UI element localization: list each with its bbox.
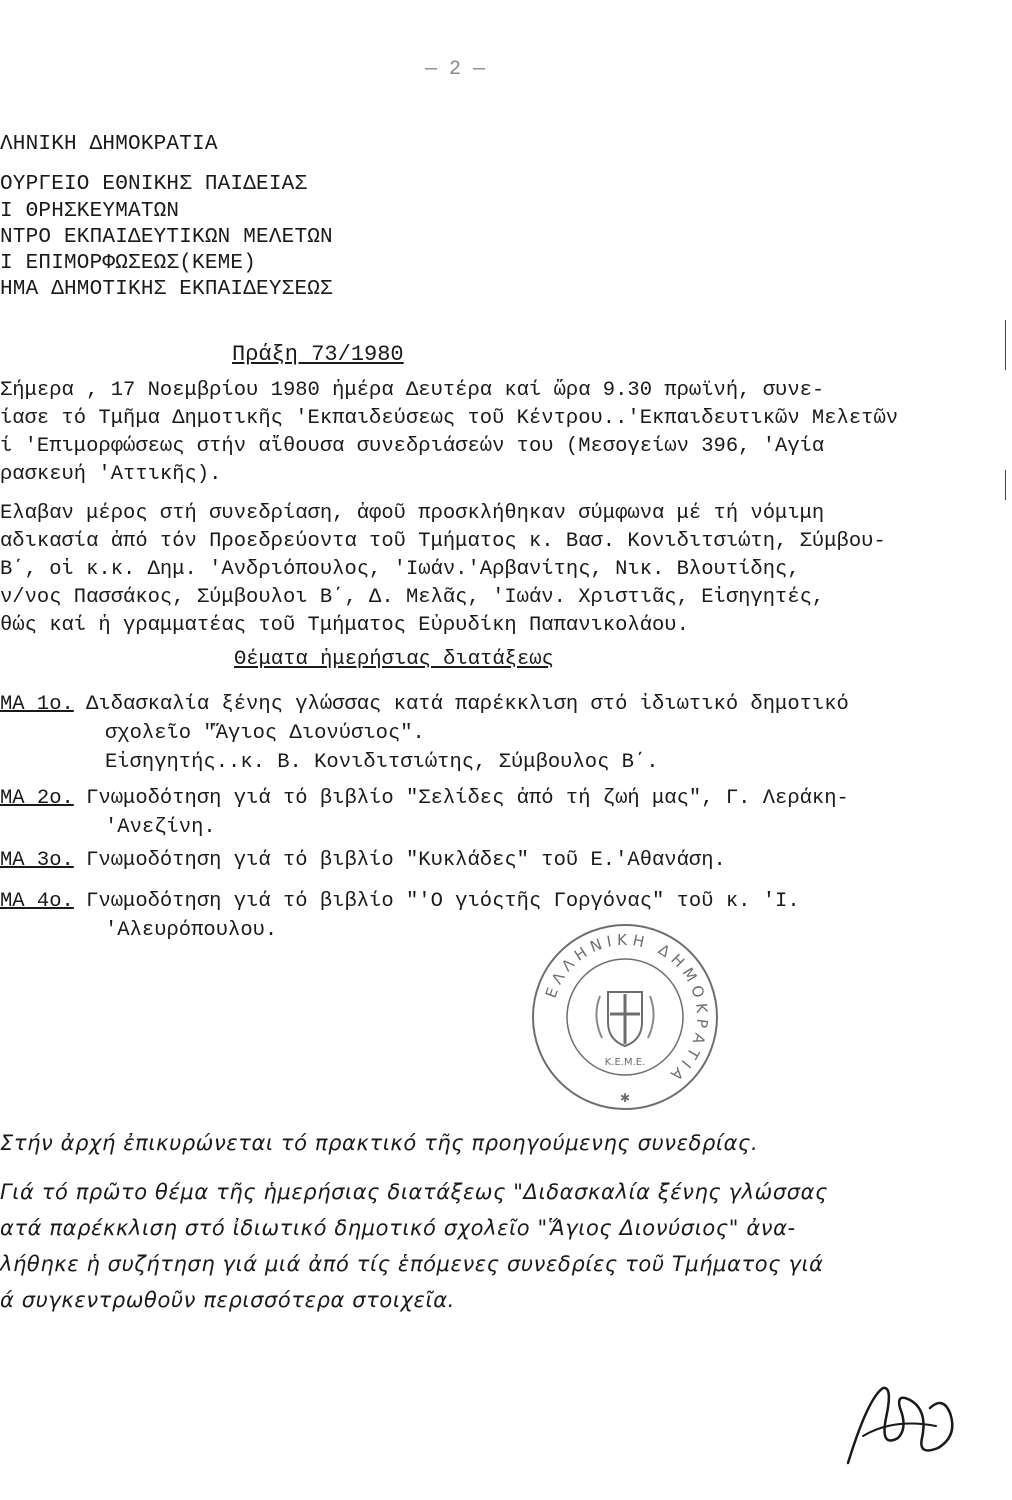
paragraph-line: ίασε τό Τμῆμα Δημοτικῆς 'Εκπαιδεύσεως τοῦ Κέντρου..'Εκπαιδευτικῶν Μελετῶν [0, 407, 899, 430]
paragraph-line: ν/νος Πασσάκος, Σύμβουλοι Β΄, Δ. Μελᾶς, 'Ιωάν. Χριστιᾶς, Εἰσηγητές, [0, 586, 825, 609]
paragraph-line: Ἔλαβαν μέρος στή συνεδρίαση, ἀφοῦ προσκλήθηκαν σύμφωνα μέ τή νόμιμη [0, 502, 825, 525]
agenda-item-1 [0, 690, 849, 777]
agenda-item-label: ΜΑ 2ο. [0, 787, 74, 810]
paragraph-line: θώς καί ἡ γραμματέας τοῦ Τμήματος Εὐρυδίκη Παπανικολάου. [0, 614, 689, 637]
paragraph-line: ί 'Επιμορφώσεως στήν αἴθουσα συνεδριάσεών του (Μεσογείων 396, 'Αγία [0, 435, 825, 458]
agenda-item-label: ΜΑ 4ο. [0, 890, 74, 913]
stamp-ring-text: ΕΛΛΗΝΙΚΗ ΔΗΜΟΚΡΑΤΙΑ [541, 930, 712, 1088]
agenda-item-label: ΜΑ 3ο. [0, 849, 74, 872]
agenda-item-2 [0, 784, 849, 842]
handwritten-line: ατά παρέκκλιση στό ἰδιωτικό δημοτικό σχολεῖο "Ἅγιος Διονύσιος" ἀνα- [0, 1216, 796, 1240]
letterhead-line-2: ΟΥΡΓΕΙΟ ΕΘΝΙΚΗΣ ΠΑΙΔΕΙΑΣ [0, 173, 308, 196]
agenda-item-3 [0, 846, 726, 875]
paragraph-line: αδικασία ἀπό τόν Προεδρεύοντα τοῦ Τμήματος κ. Βασ. Κονιδιτσιώτη, Σύμβου- [0, 530, 886, 553]
agenda-item-text: Γνωμοδότηση γιά τό βιβλίο "Σελίδες ἀπό τή ζωή μας", Γ. Λεράκη- [73, 787, 849, 810]
margin-mark [1005, 320, 1006, 370]
letterhead-line-3: Ι ΘΡΗΣΚΕΥΜΑΤΩΝ [0, 200, 180, 223]
letterhead-line-6: ΗΜΑ ΔΗΜΟΤΙΚΗΣ ΕΚΠΑΙΔΕΥΣΕΩΣ [0, 278, 333, 301]
paragraph-line: Β΄, οἱ κ.κ. Δημ. 'Ανδριόπουλος, 'Ιωάν.'Αρβανίτης, Νικ. Βλουτίδης, [0, 558, 800, 581]
handwritten-line: Γιά τό πρῶτο θέμα τῆς ἡμερήσιας διατάξεως "Διδασκαλία ξένης γλώσσας [0, 1180, 829, 1204]
paragraph-line: Σήμερα , 17 Νοεμβρίου 1980 ἡμέρα Δευτέρα καί ὥρα 9.30 πρωϊνή, συνε- [0, 379, 825, 402]
letterhead-line-5: Ι ΕΠΙΜΟΡΦΩΣΕΩΣ(ΚΕΜΕ) [0, 252, 257, 275]
agenda-item-text: Εἰσηγητής..κ. Β. Κονιδιτσιώτης, Σύμβουλος Β΄. [105, 751, 659, 774]
margin-mark [1005, 470, 1006, 500]
paragraph-line: ρασκευή 'Αττικῆς). [0, 463, 222, 486]
agenda-item-label: ΜΑ 1ο. [0, 693, 74, 716]
agenda-item-text: Διδασκαλία ξένης γλώσσας κατά παρέκκλιση στό ἰδιωτικό δημοτικό [73, 693, 849, 716]
handwritten-line: ά συγκεντρωθοῦν περισσότερα στοιχεῖα. [0, 1288, 455, 1312]
star-icon: ✱ [619, 1091, 631, 1105]
document-title: Πράξη 73/1980 [232, 342, 404, 367]
agenda-item-text: 'Ανεζίνη. [105, 816, 216, 839]
official-stamp [530, 922, 720, 1112]
page-number: — 2 — [425, 58, 486, 81]
agenda-item-text: Γνωμοδότηση γιά τό βιβλίο "Κυκλάδες" τοῦ Ε.'Αθανάση. [73, 849, 726, 872]
letterhead-line-4: ΝΤΡΟ ΕΚΠΑΙΔΕΥΤΙΚΩΝ ΜΕΛΕΤΩΝ [0, 226, 333, 249]
agenda-title: Θέματα ἡμερήσιας διατάξεως [234, 648, 554, 671]
agenda-item-text: 'Αλευρόπουλου. [105, 919, 278, 942]
coat-of-arms-icon [596, 992, 653, 1046]
letterhead-line-1: ΛΗΝΙΚΗ ΔΗΜΟΚΡΑΤΙΑ [0, 133, 218, 156]
stamp-center-text: Κ.Ε.Μ.Ε. [604, 1057, 646, 1068]
agenda-item-text: Γνωμοδότηση γιά τό βιβλίο "'Ο γιόςτῆς Γοργόνας" τοῦ κ. 'Ι. [73, 890, 800, 913]
handwritten-line: λήθηκε ἡ συζήτηση γιά μιά ἀπό τίς ἑπόμενες συνεδρίες τοῦ Τμήματος γιά [0, 1252, 824, 1276]
signature [838, 1378, 968, 1473]
agenda-item-text: σχολεῖο "Ἅγιος Διονύσιος". [105, 722, 425, 745]
ratification-line: Στήν ἀρχή ἐπικυρώνεται τό πρακτικό τῆς προηγούμενης συνεδρίας. [0, 1131, 759, 1155]
